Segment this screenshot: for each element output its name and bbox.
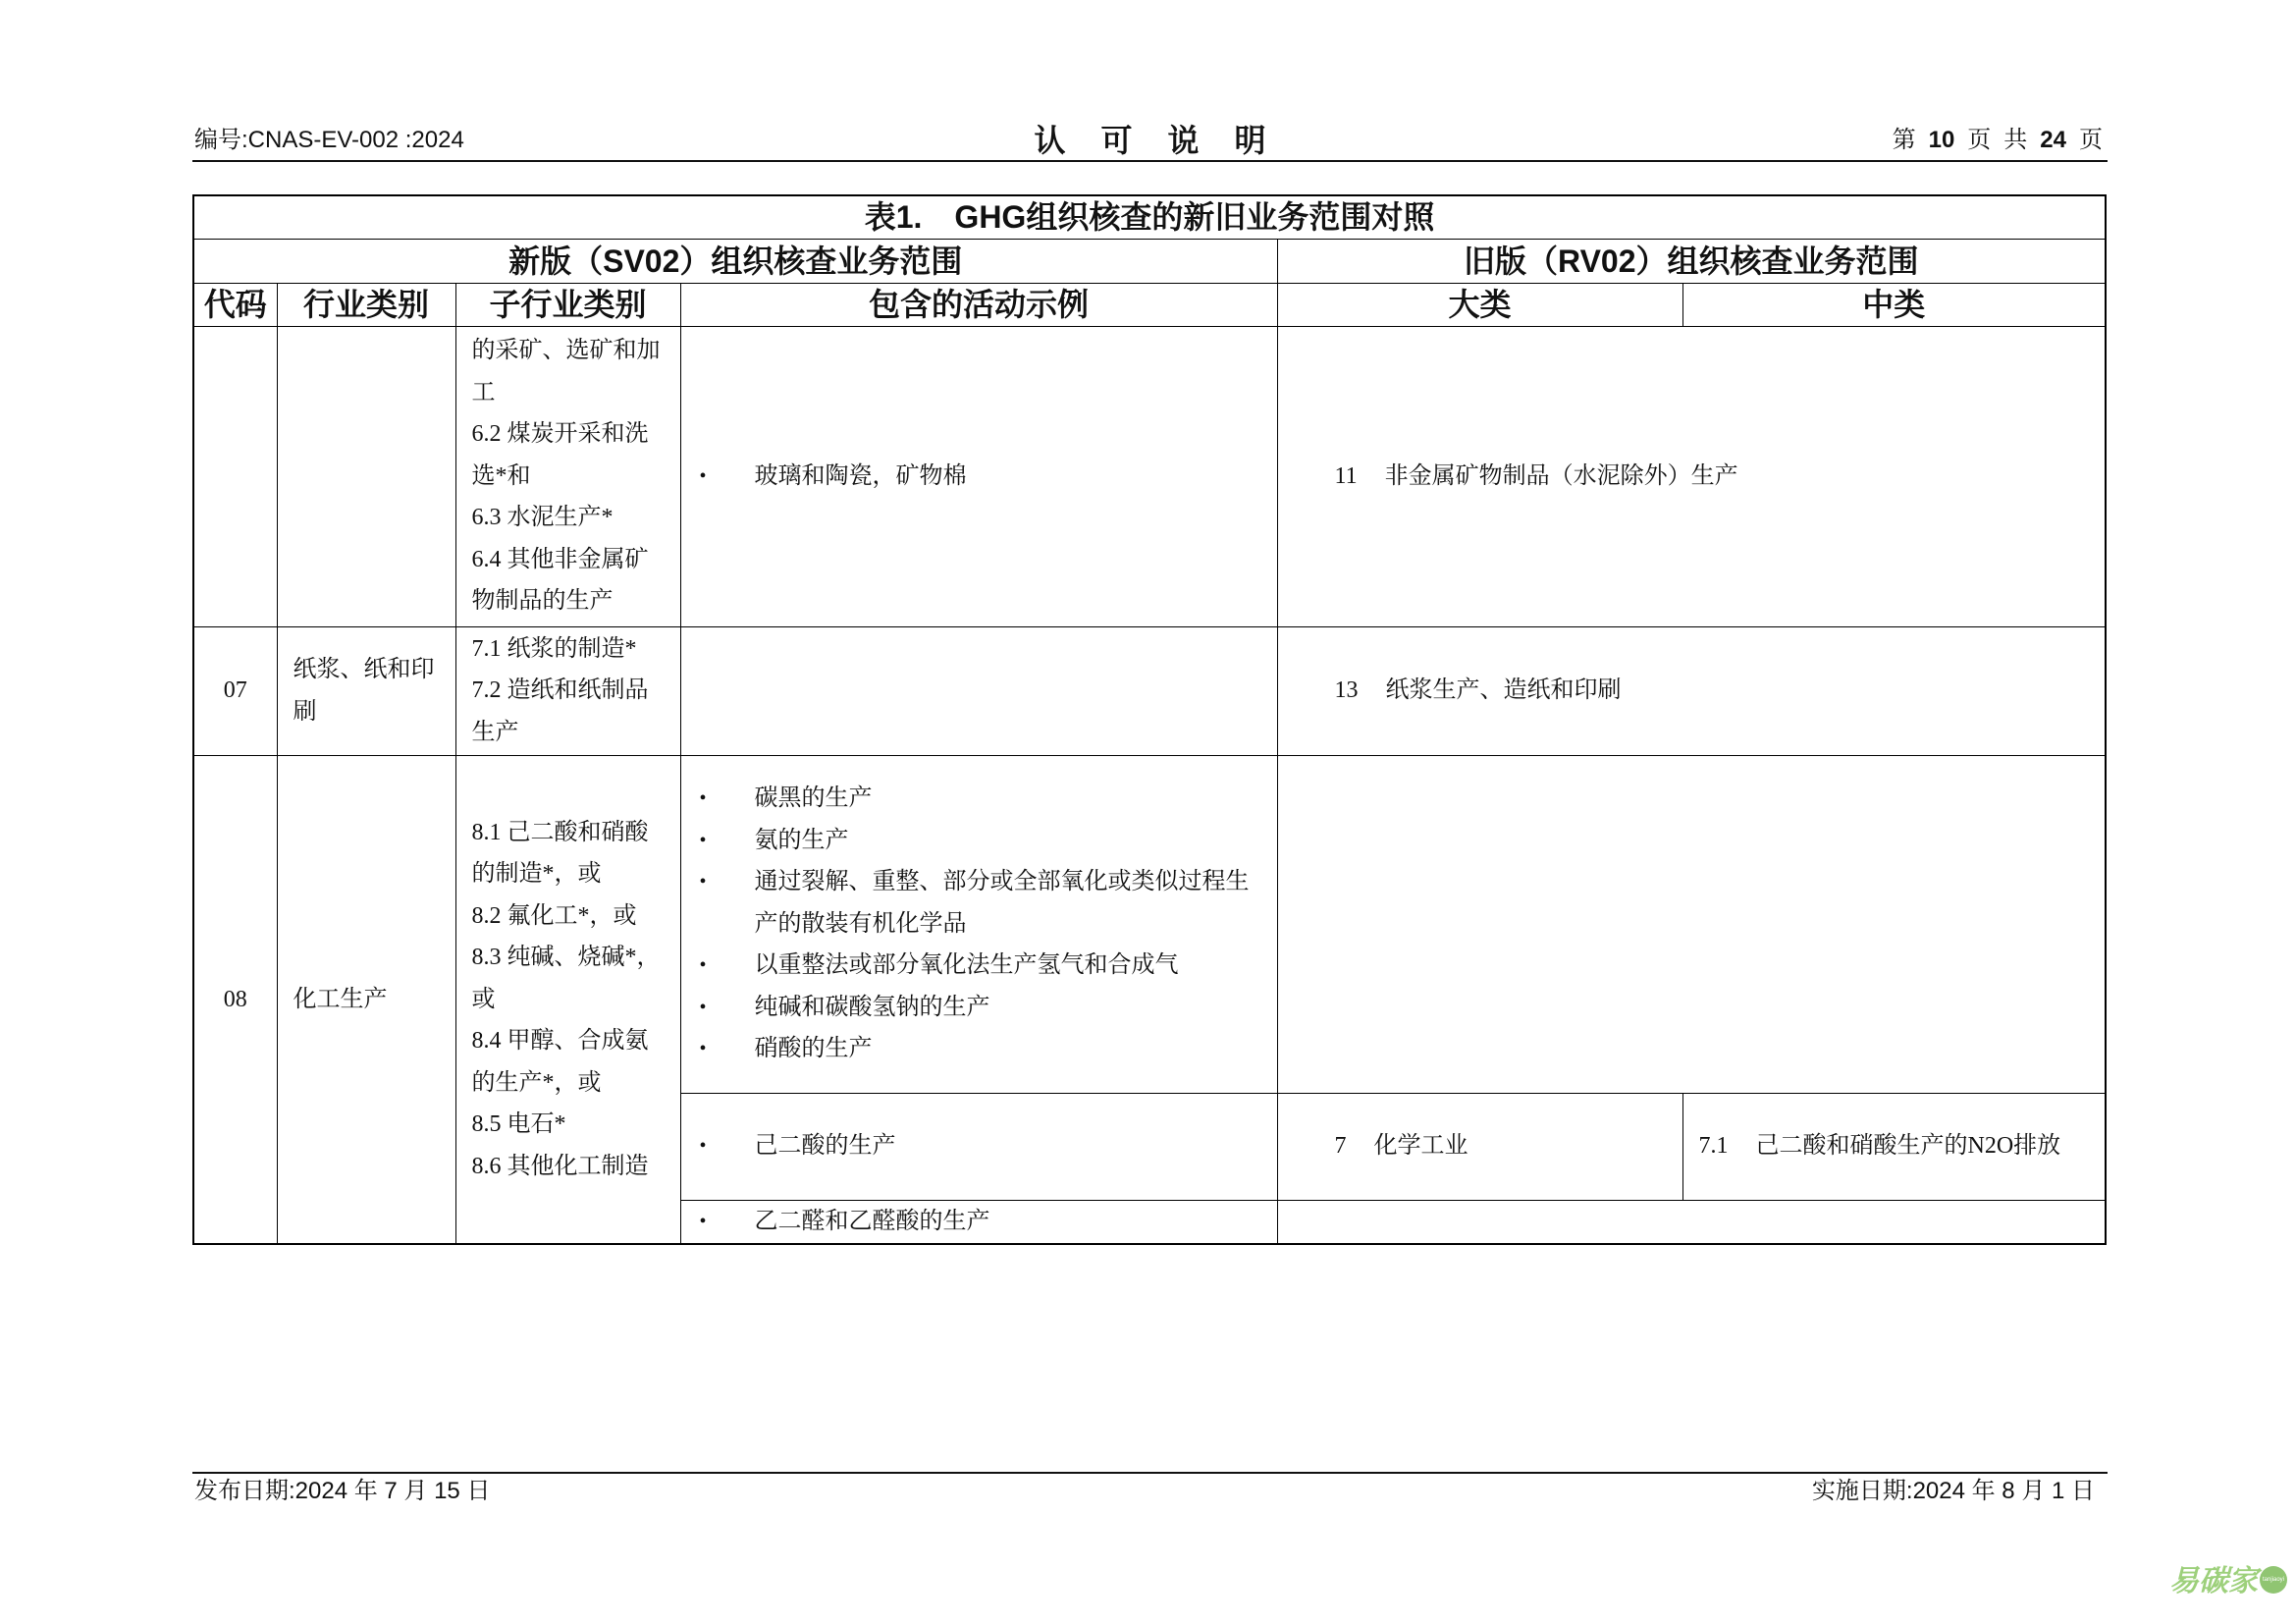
- document-title: 认 可 说 明: [1034, 123, 1280, 158]
- page-indicator-unit: 页: [1967, 128, 1992, 153]
- old-major-category-cell: [1277, 626, 2106, 755]
- sub-industry-cell: [455, 626, 680, 755]
- old-category-code: 11: [1334, 462, 1358, 489]
- column-header-code: 代码: [193, 283, 277, 326]
- old-category-name: 纸浆生产、造纸和印刷: [1385, 677, 1622, 704]
- activity-item: • 硝酸的生产: [755, 1028, 1263, 1070]
- sub-industry-item: 8.3 纯碱、烧碱*，或: [471, 945, 661, 1012]
- sub-industry-item: 8.1 己二酸和硝酸的制造*，或: [471, 819, 649, 887]
- sub-industry-cell: [455, 755, 680, 1244]
- page-indicator-unit: 页: [2079, 128, 2103, 153]
- old-middle-category-cell: [1682, 1093, 2106, 1200]
- activity-list: [681, 1125, 1277, 1167]
- old-major-category-cell: [1277, 326, 2106, 626]
- activity-item: • 碳黑的生产: [755, 778, 1263, 820]
- activity-list: [681, 778, 1277, 1070]
- activity-item: • 通过裂解、重整、部分或全部氧化或类似过程生产的散装有机化学品: [755, 861, 1263, 945]
- activity-item: • 玻璃和陶瓷，矿物棉: [755, 456, 1263, 498]
- footer-rule: [192, 1472, 2108, 1474]
- column-header-row: [193, 283, 2106, 326]
- old-category-code: 7: [1334, 1133, 1347, 1160]
- industry-code-cell: 07: [193, 626, 277, 755]
- watermark-brand: 易碳家: [2169, 1564, 2258, 1598]
- sub-industry-item: 8.5 电石*: [471, 1111, 566, 1137]
- table-caption-row: [193, 195, 2106, 239]
- page-indicator: [1893, 126, 2103, 155]
- watermark-logo: [2169, 1562, 2287, 1601]
- page-number-current: 10: [1928, 127, 1955, 153]
- old-major-category-cell: [1277, 755, 2106, 1093]
- table-caption: [193, 195, 2106, 239]
- industry-name-cell: 纸浆、纸和印刷: [277, 626, 455, 755]
- old-category-name: 非金属矿物制品（水泥除外）生产: [1384, 462, 1738, 489]
- activities-cell: [680, 1200, 1277, 1244]
- old-category-code: 13: [1334, 677, 1359, 704]
- sub-industry-item: 6.2 煤炭开采和洗选*和: [471, 421, 649, 489]
- sub-industry-item: 8.2 氟化工*，或: [471, 902, 637, 929]
- activities-cell: [680, 755, 1277, 1093]
- old-category-code: 7.1: [1698, 1133, 1729, 1160]
- column-header-industry: 行业类别: [277, 283, 455, 326]
- column-header-sub-industry: 子行业类别: [455, 283, 680, 326]
- table-row: [193, 626, 2106, 755]
- sub-industry-item: 8.6 其他化工制造: [471, 1153, 649, 1179]
- table-row: [193, 326, 2106, 626]
- table-row: [193, 755, 2106, 1093]
- page-number-total: 24: [2040, 127, 2066, 153]
- old-category-name: 化学工业: [1373, 1133, 1468, 1160]
- sub-industry-cell: [455, 326, 680, 626]
- activity-item: • 己二酸的生产: [755, 1125, 1263, 1167]
- activity-item: • 乙二醛和乙醛酸的生产: [755, 1201, 1263, 1243]
- industry-name-cell: 化工生产: [277, 755, 455, 1244]
- activity-list: [681, 456, 1277, 498]
- industry-code-cell: [193, 326, 277, 626]
- document-number: 编号:CNAS-EV-002 :2024: [194, 127, 464, 153]
- old-major-category-cell: [1277, 1093, 1682, 1200]
- section-title-row: [193, 239, 2106, 283]
- activities-cell: [680, 326, 1277, 626]
- activities-cell: [680, 626, 1277, 755]
- sub-industry-item: 8.4 甲醇、合成氨的生产*，或: [471, 1028, 649, 1096]
- industry-name-cell: [277, 326, 455, 626]
- section-title-new: 新版（SV02）组织核查业务范围: [193, 239, 1277, 283]
- page-indicator-prefix: 第: [1892, 128, 1916, 153]
- sub-industry-item: 7.1 纸浆的制造*: [471, 635, 637, 662]
- scope-comparison-table: [192, 194, 2107, 1245]
- activity-item: • 纯碱和碳酸氢钠的生产: [755, 987, 1263, 1029]
- activity-item: • 氨的生产: [755, 820, 1263, 862]
- activities-cell: [680, 1093, 1277, 1200]
- old-category-name: 己二酸和硝酸生产的N2O排放: [1755, 1133, 2061, 1160]
- sub-industry-item: 的采矿、选矿和加工: [471, 338, 661, 406]
- publish-date: 发布日期:2024 年 7 月 15 日: [194, 1478, 491, 1504]
- section-title-old: 旧版（RV02）组织核查业务范围: [1277, 239, 2106, 283]
- activity-item: • 以重整法或部分氧化法生产氢气和合成气: [755, 945, 1263, 987]
- table-caption-text: GHG组织核查的新旧业务范围对照: [954, 199, 1435, 236]
- sub-industry-item: 6.4 其他非金属矿物制品的生产: [471, 546, 649, 615]
- sub-industry-item: 7.2 造纸和纸制品生产: [471, 677, 649, 745]
- watermark-badge: tanjiaoyi: [2260, 1566, 2287, 1594]
- header-rule: [192, 160, 2108, 162]
- page-indicator-total-label: 共: [2003, 128, 2028, 153]
- table-caption-number: 表1.: [864, 199, 923, 236]
- old-major-category-cell: [1277, 1200, 2106, 1244]
- effective-date: 实施日期:2024 年 8 月 1 日: [1811, 1478, 2095, 1504]
- column-header-activities: 包含的活动示例: [680, 283, 1277, 326]
- industry-code-cell: 08: [193, 755, 277, 1244]
- column-header-major-category: 大类: [1277, 283, 1682, 326]
- sub-industry-item: 6.3 水泥生产*: [471, 505, 614, 531]
- activity-list: [681, 1201, 1277, 1243]
- column-header-middle-category: 中类: [1682, 283, 2106, 326]
